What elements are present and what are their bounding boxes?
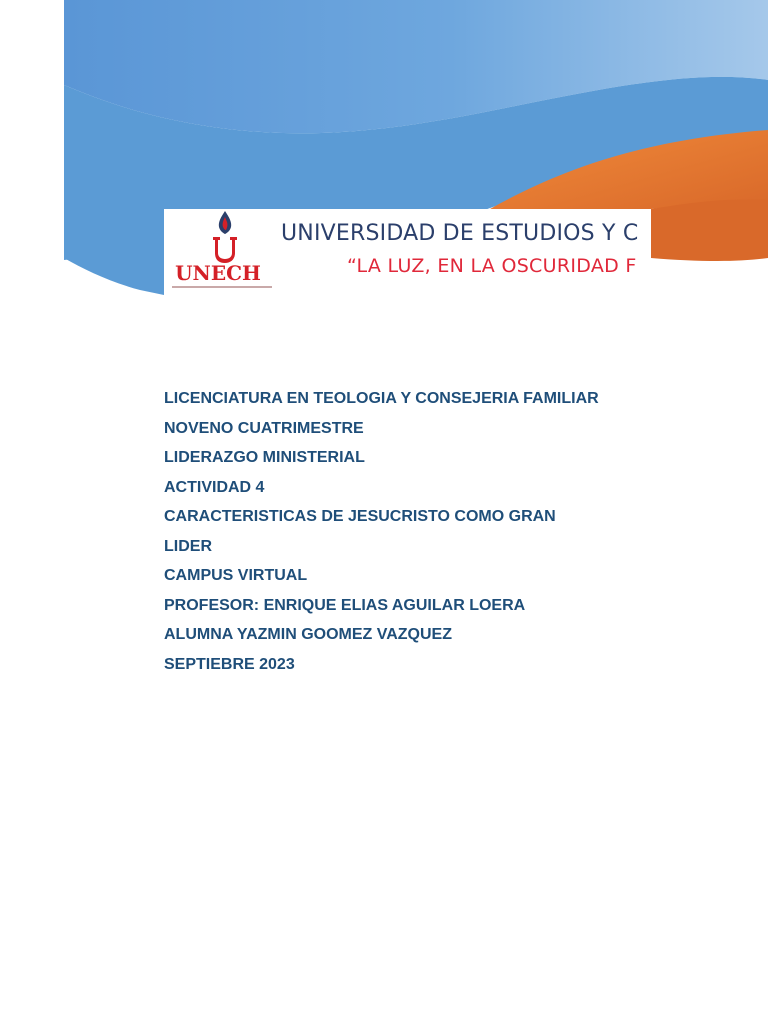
course-name: LIDERAZGO MINISTERIAL xyxy=(164,449,365,466)
date: SEPTIEBRE 2023 xyxy=(164,655,295,673)
cover-info-block xyxy=(164,384,605,679)
logo-wordmark: UNECH xyxy=(175,261,261,285)
student: ALUMNA YAZMIN GOOMEZ VAZQUEZ xyxy=(164,626,452,643)
university-name: UNIVERSIDAD DE ESTUDIOS Y C xyxy=(281,221,639,246)
semester: NOVENO CUATRIMESTRE xyxy=(164,419,364,437)
activity-number: ACTIVIDAD 4 xyxy=(164,478,265,496)
activity-title: CARACTERISTICAS DE JESUCRISTO COMO GRAN LIDER xyxy=(164,508,556,555)
professor: PROFESOR: ENRIQUE ELIAS AGUILAR LOERA xyxy=(164,596,526,614)
university-motto: “LA LUZ, EN LA OSCURIDAD F xyxy=(347,255,637,277)
logo-caption-line xyxy=(172,286,272,288)
university-banner xyxy=(164,209,651,295)
campus: CAMPUS VIRTUAL xyxy=(164,567,308,584)
degree-program: LICENCIATURA EN TEOLOGIA Y CONSEJERIA FAMILIAR xyxy=(164,390,599,407)
